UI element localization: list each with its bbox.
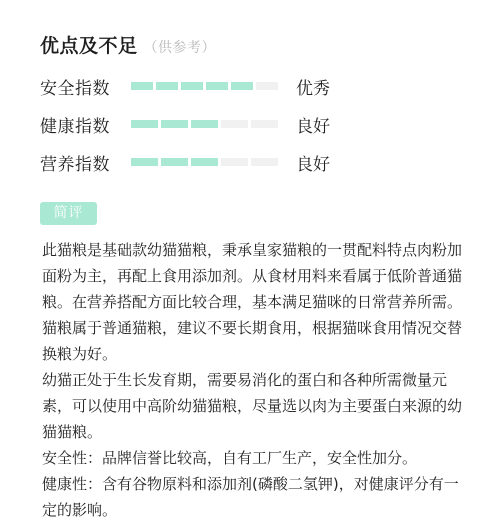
rating-segment-filled	[206, 82, 228, 90]
rating-segment-filled	[131, 82, 153, 90]
rating-segment-filled	[191, 158, 218, 166]
section-title	[40, 31, 216, 61]
rating-segment-filled	[181, 82, 203, 90]
rating-segment-empty	[251, 158, 278, 166]
rating-bar	[131, 82, 278, 90]
rating-value: 良好	[296, 117, 330, 137]
rating-segment-filled	[231, 82, 253, 90]
review-body	[42, 237, 462, 523]
rating-value: 优秀	[296, 79, 330, 99]
rating-row-health	[40, 109, 460, 139]
rating-segment-empty	[256, 82, 278, 90]
rating-segment-filled	[131, 120, 158, 128]
rating-segment-empty	[251, 120, 278, 128]
review-paragraph: 健康性：含有谷物原料和添加剂(磷酸二氢钾)，对健康评分有一定的影响。	[42, 475, 459, 519]
review-paragraph: 安全性：品牌信誉比较高，自有工厂生产，安全性加分。	[42, 449, 418, 467]
section-title-note: （供参考）	[143, 40, 217, 56]
rating-label: 安全指数	[40, 79, 110, 99]
rating-bar	[131, 158, 278, 166]
section-title-text: 优点及不足	[40, 35, 138, 57]
rating-segment-empty	[221, 158, 248, 166]
review-paragraph: 幼猫正处于生长发育期，需要易消化的蛋白和各种所需微量元素，可以使用中高阶幼猫猫粮，尽量选以肉为主要蛋白来源的幼猫猫粮。	[42, 371, 463, 441]
rating-segment-filled	[156, 82, 178, 90]
rating-segment-filled	[131, 158, 158, 166]
rating-label: 营养指数	[40, 155, 110, 175]
rating-segment-filled	[161, 120, 188, 128]
rating-segment-empty	[221, 120, 248, 128]
review-paragraph: 此猫粮是基础款幼猫猫粮，秉承皇家猫粮的一贯配料特点肉粉加面粉为主，再配上食用添加剂。从食材用料来看属于低阶普通猫粮。在营养搭配方面比较合理，基本满足猫咪的日常营养所需。猫粮属于普通猫粮，建议不要长期食用，根据猫咪食用情况交替换粮为好。	[42, 241, 463, 363]
rating-label: 健康指数	[40, 117, 110, 137]
rating-segment-filled	[161, 158, 188, 166]
review-tag: 简评	[40, 202, 97, 225]
rating-row-nutrition	[40, 147, 460, 177]
rating-segment-filled	[191, 120, 218, 128]
rating-row-safety	[40, 71, 460, 101]
rating-bar	[131, 120, 278, 128]
rating-value: 良好	[296, 155, 330, 175]
